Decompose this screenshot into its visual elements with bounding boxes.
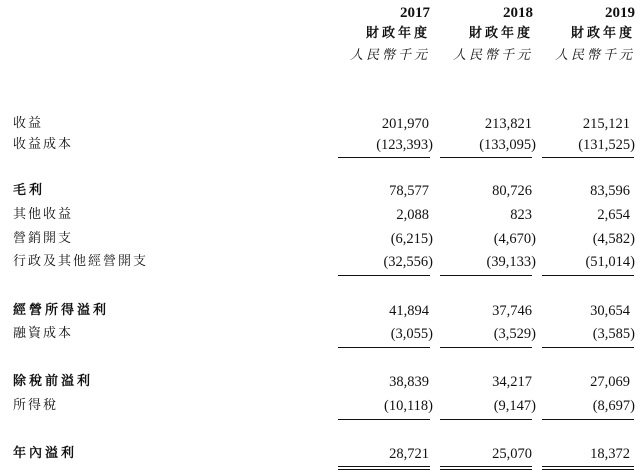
value-2018: 213,821 <box>484 116 532 132</box>
subtotal-rule-2017 <box>338 419 430 420</box>
year-label: 2017 <box>400 5 430 21</box>
table-row-income-tax <box>0 396 640 416</box>
row-label: 所得稅 <box>13 398 59 413</box>
value-2018: (133,095) <box>479 137 536 153</box>
value-2017: (32,556) <box>383 254 433 270</box>
column-header-2019 <box>555 5 635 64</box>
fiscal-year-label: 財政年度 <box>570 26 635 41</box>
row-label: 收益成本 <box>13 137 74 152</box>
subtotal-rule-2018 <box>440 419 532 420</box>
subtotal-rule-2019 <box>542 157 634 158</box>
year-label: 2019 <box>605 5 635 21</box>
total-double-rule-2019 <box>542 466 634 467</box>
row-label: 營銷開支 <box>13 231 74 246</box>
row-label: 年內溢利 <box>13 446 78 461</box>
value-2018: 823 <box>510 207 532 223</box>
value-2017: 41,894 <box>389 303 429 319</box>
row-label: 經營所得溢利 <box>13 303 110 318</box>
fiscal-year-label: 財政年度 <box>365 26 430 41</box>
value-2017: 201,970 <box>381 116 429 132</box>
column-header-2018 <box>453 5 533 64</box>
value-2018: 34,217 <box>492 374 532 390</box>
value-2017: (6,215) <box>390 231 433 247</box>
value-2017: 38,839 <box>389 374 429 390</box>
value-2019: (51,014) <box>585 254 635 270</box>
year-label: 2018 <box>503 5 533 21</box>
value-2019: 215,121 <box>582 116 630 132</box>
value-2018: (9,147) <box>493 398 536 414</box>
table-row-marketing-expenses <box>0 229 640 249</box>
value-2019: 30,654 <box>590 303 630 319</box>
table-row-finance-costs <box>0 324 640 344</box>
value-2019: (3,585) <box>592 326 635 342</box>
value-2017: 28,721 <box>389 446 429 462</box>
table-row-other-income <box>0 205 640 225</box>
value-2017: 78,577 <box>389 183 429 199</box>
fiscal-year-label: 財政年度 <box>468 26 533 41</box>
table-row-profit-for-year <box>0 444 640 464</box>
value-2019: (8,697) <box>592 398 635 414</box>
table-row-admin-expenses <box>0 252 640 272</box>
total-double-rule-2018 <box>440 469 532 470</box>
subtotal-rule-2019 <box>542 419 634 420</box>
value-2018: (3,529) <box>493 326 536 342</box>
unit-label: 人民幣千元 <box>554 48 635 63</box>
value-2019: (131,525) <box>578 137 635 153</box>
subtotal-rule-2017 <box>338 275 430 276</box>
row-label: 融資成本 <box>13 326 74 341</box>
value-2017: (123,393) <box>376 137 433 153</box>
total-double-rule-2017 <box>338 466 430 467</box>
value-2019: (4,582) <box>592 231 635 247</box>
table-row-revenue <box>0 114 640 134</box>
value-2019: 27,069 <box>590 374 630 390</box>
value-2019: 18,372 <box>590 446 630 462</box>
subtotal-rule-2018 <box>440 347 532 348</box>
total-double-rule-2018 <box>440 466 532 467</box>
value-2017: 2,088 <box>396 207 429 223</box>
total-double-rule-2019 <box>542 469 634 470</box>
unit-label: 人民幣千元 <box>452 48 533 63</box>
value-2018: 37,746 <box>492 303 532 319</box>
value-2018: 25,070 <box>492 446 532 462</box>
subtotal-rule-2017 <box>338 157 430 158</box>
total-double-rule-2017 <box>338 469 430 470</box>
subtotal-rule-2019 <box>542 275 634 276</box>
value-2018: 80,726 <box>492 183 532 199</box>
row-label: 除稅前溢利 <box>13 374 94 389</box>
value-2018: (4,670) <box>493 231 536 247</box>
value-2018: (39,133) <box>486 254 536 270</box>
subtotal-rule-2019 <box>542 347 634 348</box>
subtotal-rule-2018 <box>440 157 532 158</box>
column-header-2017 <box>350 5 430 64</box>
row-label: 收益 <box>13 116 44 131</box>
value-2017: (10,118) <box>384 398 433 414</box>
unit-label: 人民幣千元 <box>349 48 430 63</box>
row-label: 行政及其他經營開支 <box>13 254 149 269</box>
table-row-profit-before-tax <box>0 372 640 392</box>
value-2019: 2,654 <box>597 207 630 223</box>
table-row-cost-of-revenue <box>0 135 640 155</box>
row-label: 毛利 <box>13 183 46 198</box>
value-2017: (3,055) <box>390 326 433 342</box>
table-row-operating-profit <box>0 301 640 321</box>
subtotal-rule-2018 <box>440 275 532 276</box>
subtotal-rule-2017 <box>338 347 430 348</box>
value-2019: 83,596 <box>590 183 630 199</box>
row-label: 其他收益 <box>13 207 74 222</box>
table-row-gross-profit <box>0 181 640 201</box>
